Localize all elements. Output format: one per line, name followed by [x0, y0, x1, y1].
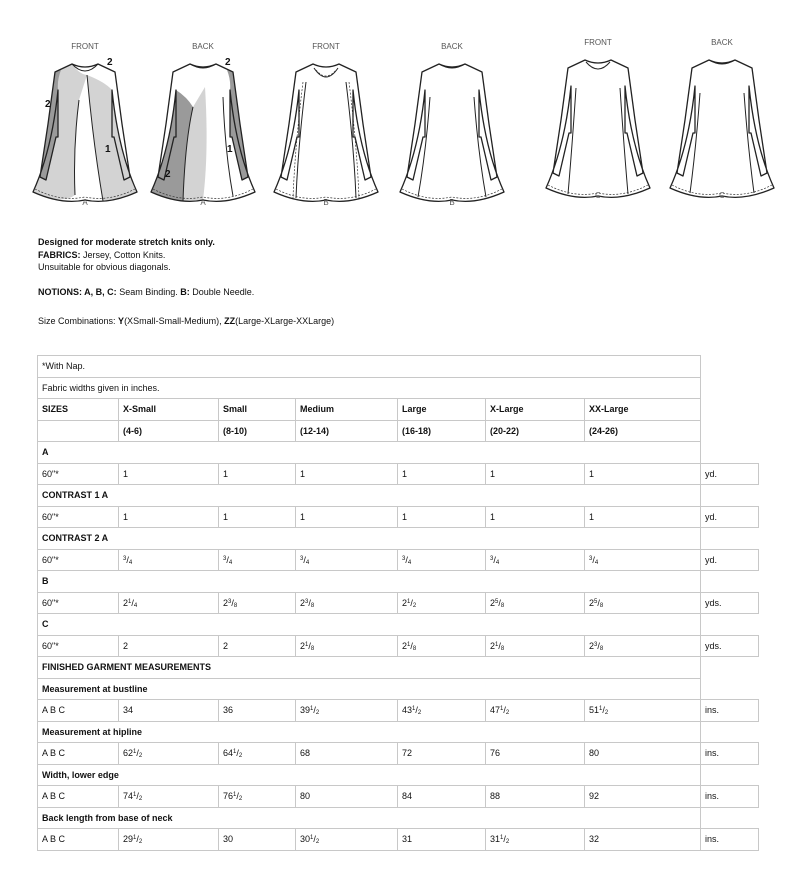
fraction-denominator: 8: [310, 602, 315, 609]
value-cell: [585, 549, 701, 571]
fraction-numerator: 1: [233, 792, 237, 799]
value-whole: 72: [402, 748, 413, 759]
fraction-denominator: 2: [505, 839, 510, 846]
value-whole: 64: [223, 748, 234, 759]
section-title: CONTRAST 1 A: [38, 485, 701, 507]
section-title-row: [38, 528, 759, 550]
unit-cell: ins.: [701, 700, 759, 722]
measurement-title: Measurement at bustline: [38, 678, 701, 700]
notions-value: Seam Binding.: [119, 287, 178, 297]
unit-cell: ins.: [701, 829, 759, 851]
value-whole: 76: [490, 748, 501, 759]
fraction-slash: /: [498, 597, 501, 608]
value-cell: [119, 549, 219, 571]
fraction-numerator: 3: [228, 598, 232, 605]
fraction-denominator: 8: [599, 645, 604, 652]
fraction-slash: /: [503, 834, 506, 845]
value-cell: [398, 549, 486, 571]
value-cell: [486, 635, 585, 657]
table-row: [38, 743, 759, 765]
fraction-slash: /: [136, 748, 139, 759]
value-whole: 39: [300, 705, 311, 716]
fraction-numerator: 1: [407, 641, 411, 648]
row-label: A B C: [38, 786, 119, 808]
value-whole: 1: [300, 511, 306, 522]
value-whole: 80: [589, 748, 600, 759]
fraction-numerator: 1: [500, 706, 504, 713]
value-cell: [585, 592, 701, 614]
value-cell: [398, 786, 486, 808]
value-whole: 62: [123, 748, 134, 759]
piece-number-1: 1: [227, 144, 233, 155]
row-label: 60"*: [38, 592, 119, 614]
view-letter: C: [595, 191, 601, 200]
value-cell: [398, 829, 486, 851]
piece-number-1: 1: [105, 144, 111, 155]
view-label: FRONT: [71, 42, 99, 51]
piece-number-2: 2: [45, 99, 51, 110]
value-whole: 2: [123, 597, 129, 608]
value-cell: [585, 700, 701, 722]
value-whole: 1: [123, 511, 129, 522]
section-title-row: [38, 657, 759, 679]
value-whole: 1: [123, 468, 129, 479]
fraction-numerator: 3: [123, 555, 127, 562]
value-whole: 2: [223, 640, 229, 651]
value-whole: 2: [223, 597, 229, 608]
size-range: (4-6): [119, 420, 219, 442]
fraction-denominator: 2: [417, 710, 422, 717]
size-name: X-Large: [486, 399, 585, 421]
size-range: (12-14): [296, 420, 398, 442]
value-cell: [486, 743, 585, 765]
fraction-denominator: 8: [310, 645, 315, 652]
section-title-row: [38, 678, 759, 700]
fraction-denominator: 8: [412, 645, 417, 652]
row-label: A B C: [38, 743, 119, 765]
fraction-denominator: 4: [407, 559, 412, 566]
fraction-numerator: 1: [500, 835, 504, 842]
value-cell: [296, 592, 398, 614]
fraction-denominator: 4: [133, 602, 138, 609]
value-whole: 2: [589, 597, 595, 608]
table-row: [38, 592, 759, 614]
fraction-numerator: 1: [305, 641, 309, 648]
nap-note: *With Nap.: [38, 356, 701, 378]
widths-note: Fabric widths given in inches.: [38, 377, 701, 399]
value-whole: 1: [402, 511, 408, 522]
fraction-slash: /: [131, 597, 134, 608]
fraction-slash: /: [592, 554, 595, 565]
fraction-denominator: 4: [128, 559, 133, 566]
piece-number-2: 2: [107, 57, 113, 68]
value-cell: [219, 743, 296, 765]
value-whole: 1: [223, 511, 229, 522]
view-letter: B: [323, 198, 329, 207]
value-cell: [585, 463, 701, 485]
size-name: X-Small: [119, 399, 219, 421]
value-whole: 88: [490, 791, 501, 802]
fraction-numerator: 3: [300, 555, 304, 562]
section-title-row: [38, 614, 759, 636]
pattern-description: [38, 236, 334, 327]
value-cell: [296, 743, 398, 765]
fraction-slash: /: [226, 554, 229, 565]
table-row: [38, 786, 759, 808]
fraction-numerator: 1: [133, 792, 137, 799]
value-whole: 2: [300, 640, 306, 651]
value-whole: 84: [402, 791, 413, 802]
fraction-slash: /: [231, 597, 234, 608]
value-cell: [119, 635, 219, 657]
fraction-slash: /: [503, 705, 506, 716]
value-cell: [398, 506, 486, 528]
size-name: Large: [398, 399, 486, 421]
section-title-row: [38, 764, 759, 786]
size-range: (16-18): [398, 420, 486, 442]
fraction-denominator: 2: [315, 710, 320, 717]
size-range: (24-26): [585, 420, 701, 442]
view-label: FRONT: [584, 38, 612, 47]
fraction-numerator: 5: [594, 598, 598, 605]
value-cell: [119, 700, 219, 722]
table-row: [38, 549, 759, 571]
section-title-row: [38, 807, 759, 829]
fabrics-label: FABRICS:: [38, 249, 81, 260]
value-whole: 2: [490, 640, 496, 651]
value-whole: 47: [490, 705, 501, 716]
value-cell: [585, 743, 701, 765]
view-a-back: [151, 57, 255, 201]
value-cell: [219, 506, 296, 528]
unit-cell: ins.: [701, 786, 759, 808]
unit-cell: yds.: [701, 592, 759, 614]
sizes-label: SIZES: [38, 399, 119, 421]
fraction-numerator: 3: [490, 555, 494, 562]
view-label: BACK: [711, 38, 733, 47]
table-row: [38, 377, 759, 399]
value-whole: 31: [490, 834, 501, 845]
view-letter: A: [82, 198, 88, 207]
section-title-row: [38, 721, 759, 743]
value-cell: [219, 700, 296, 722]
unit-cell: yd.: [701, 506, 759, 528]
value-cell: [486, 829, 585, 851]
value-cell: [296, 786, 398, 808]
fraction-slash: /: [410, 597, 413, 608]
fraction-denominator: 2: [315, 839, 320, 846]
piece-number-2: 2: [225, 57, 231, 68]
value-cell: [219, 463, 296, 485]
value-whole: 34: [123, 705, 134, 716]
fraction-denominator: 2: [505, 710, 510, 717]
value-cell: [398, 463, 486, 485]
value-cell: [398, 700, 486, 722]
fraction-denominator: 4: [228, 559, 233, 566]
value-cell: [585, 786, 701, 808]
size-name: Medium: [296, 399, 398, 421]
view-label: FRONT: [312, 42, 340, 51]
fraction-denominator: 8: [233, 602, 238, 609]
value-cell: [486, 506, 585, 528]
row-label: 60"*: [38, 463, 119, 485]
value-whole: 1: [589, 511, 595, 522]
value-whole: 2: [123, 640, 129, 651]
stretch-note: Designed for moderate stretch knits only.: [38, 237, 215, 247]
fraction-slash: /: [236, 748, 239, 759]
section-title: B: [38, 571, 701, 593]
value-whole: 29: [123, 834, 134, 845]
fraction-slash: /: [410, 640, 413, 651]
row-label: A B C: [38, 829, 119, 851]
value-whole: 1: [300, 468, 306, 479]
combo-zz-sizes: (Large-XLarge-XXLarge): [235, 315, 335, 326]
view-c-front: [546, 60, 650, 197]
fraction-slash: /: [313, 705, 316, 716]
value-whole: 30: [300, 834, 311, 845]
value-cell: [585, 506, 701, 528]
value-whole: 2: [402, 597, 408, 608]
fraction-denominator: 8: [500, 602, 505, 609]
fraction-slash: /: [303, 554, 306, 565]
table-row: [38, 506, 759, 528]
size-name: XX-Large: [585, 399, 701, 421]
combo-y-code: Y: [118, 315, 125, 326]
view-b-back: [400, 64, 504, 201]
fraction-denominator: 2: [138, 839, 143, 846]
value-cell: [398, 592, 486, 614]
size-range: (20-22): [486, 420, 585, 442]
value-cell: [119, 506, 219, 528]
combo-zz-code: ZZ: [224, 315, 236, 326]
notions-b-label: B:: [180, 287, 190, 297]
view-label: BACK: [192, 42, 214, 51]
value-cell: [585, 829, 701, 851]
measurement-title: Back length from base of neck: [38, 807, 701, 829]
fraction-numerator: 1: [133, 835, 137, 842]
value-cell: [486, 549, 585, 571]
value-whole: 92: [589, 791, 600, 802]
value-cell: [296, 635, 398, 657]
fraction-slash: /: [308, 597, 311, 608]
fraction-numerator: 3: [305, 598, 309, 605]
value-whole: 32: [589, 834, 600, 845]
combo-y-sizes: (XSmall-Small-Medium),: [124, 315, 225, 326]
fraction-denominator: 4: [305, 559, 310, 566]
fraction-numerator: 1: [133, 749, 137, 756]
value-cell: [486, 786, 585, 808]
fraction-numerator: 1: [407, 598, 411, 605]
value-cell: [119, 592, 219, 614]
view-letter: A: [200, 198, 206, 207]
section-title-row: [38, 485, 759, 507]
row-label: 60"*: [38, 549, 119, 571]
value-whole: 1: [589, 468, 595, 479]
piece-number-2: 2: [165, 169, 171, 180]
view-letter: B: [449, 198, 455, 207]
value-cell: [219, 549, 296, 571]
view-b-front: [274, 64, 378, 201]
view-a-front: [33, 57, 137, 201]
fraction-denominator: 4: [594, 559, 599, 566]
fraction-denominator: 2: [138, 753, 143, 760]
notions-label: NOTIONS: A, B, C:: [38, 287, 117, 297]
fraction-numerator: 3: [402, 555, 406, 562]
notions-line: [38, 286, 334, 299]
fraction-slash: /: [236, 791, 239, 802]
section-title-row: [38, 571, 759, 593]
value-whole: 1: [402, 468, 408, 479]
table-row: [38, 356, 759, 378]
value-cell: [296, 700, 398, 722]
value-cell: [119, 829, 219, 851]
table-row: [38, 700, 759, 722]
value-whole: 80: [300, 791, 311, 802]
value-whole: 76: [223, 791, 234, 802]
unit-cell: yd.: [701, 463, 759, 485]
value-cell: [296, 829, 398, 851]
fraction-slash: /: [602, 705, 605, 716]
notions-b-value: Double Needle.: [192, 287, 255, 297]
value-whole: 2: [300, 597, 306, 608]
fraction-slash: /: [136, 791, 139, 802]
value-cell: [119, 786, 219, 808]
view-label: BACK: [441, 42, 463, 51]
fraction-numerator: 1: [310, 835, 314, 842]
size-range: (8-10): [219, 420, 296, 442]
size-ranges-row: [38, 420, 759, 442]
value-cell: [219, 786, 296, 808]
unit-cell: ins.: [701, 743, 759, 765]
fraction-numerator: 1: [495, 641, 499, 648]
value-cell: [296, 549, 398, 571]
value-whole: 74: [123, 791, 134, 802]
fraction-slash: /: [313, 834, 316, 845]
fraction-denominator: 2: [412, 602, 417, 609]
table-row: [38, 829, 759, 851]
fraction-slash: /: [493, 554, 496, 565]
value-whole: 2: [402, 640, 408, 651]
value-whole: 1: [490, 511, 496, 522]
value-cell: [486, 700, 585, 722]
fraction-numerator: 1: [233, 749, 237, 756]
fraction-slash: /: [597, 597, 600, 608]
value-cell: [296, 506, 398, 528]
value-cell: [219, 829, 296, 851]
fraction-denominator: 4: [495, 559, 500, 566]
size-combinations: [38, 315, 334, 328]
fraction-denominator: 2: [138, 796, 143, 803]
fraction-numerator: 1: [599, 706, 603, 713]
fraction-numerator: 5: [495, 598, 499, 605]
value-cell: [119, 463, 219, 485]
unit-cell: yds.: [701, 635, 759, 657]
value-cell: [398, 743, 486, 765]
unit-cell: yd.: [701, 549, 759, 571]
view-letter: C: [719, 191, 725, 200]
combos-prefix: Size Combinations:: [38, 315, 119, 326]
fraction-numerator: 1: [310, 706, 314, 713]
fraction-slash: /: [405, 554, 408, 565]
garment-views-illustration: [0, 0, 794, 215]
fabrics-value: Jersey, Cotton Knits.: [83, 249, 166, 260]
section-title: CONTRAST 2 A: [38, 528, 701, 550]
value-cell: [119, 743, 219, 765]
fraction-slash: /: [136, 834, 139, 845]
value-cell: [398, 635, 486, 657]
fraction-denominator: 2: [604, 710, 609, 717]
value-cell: [296, 463, 398, 485]
view-c-back: [670, 60, 774, 197]
yardage-table: [37, 355, 759, 851]
row-label: A B C: [38, 700, 119, 722]
value-whole: 36: [223, 705, 234, 716]
measurement-title: Measurement at hipline: [38, 721, 701, 743]
fraction-numerator: 1: [128, 598, 132, 605]
fraction-slash: /: [415, 705, 418, 716]
value-whole: 30: [223, 834, 234, 845]
value-whole: 1: [223, 468, 229, 479]
size-name: Small: [219, 399, 296, 421]
diagonals-note: Unsuitable for obvious diagonals.: [38, 262, 171, 272]
value-cell: [585, 635, 701, 657]
fraction-slash: /: [308, 640, 311, 651]
fraction-slash: /: [498, 640, 501, 651]
finished-measurements-heading: FINISHED GARMENT MEASUREMENTS: [38, 657, 701, 679]
row-label: 60"*: [38, 635, 119, 657]
value-cell: [486, 592, 585, 614]
fraction-numerator: 3: [594, 641, 598, 648]
fraction-numerator: 3: [223, 555, 227, 562]
fraction-denominator: 8: [599, 602, 604, 609]
fabrics-line: [38, 249, 334, 262]
section-title-row: [38, 442, 759, 464]
value-cell: [219, 592, 296, 614]
fraction-numerator: 3: [589, 555, 593, 562]
value-cell: [219, 635, 296, 657]
fraction-slash: /: [126, 554, 129, 565]
value-whole: 2: [589, 640, 595, 651]
row-label: 60"*: [38, 506, 119, 528]
fraction-slash: /: [597, 640, 600, 651]
fraction-denominator: 2: [238, 753, 243, 760]
fraction-numerator: 1: [412, 706, 416, 713]
value-whole: 43: [402, 705, 413, 716]
fraction-denominator: 8: [500, 645, 505, 652]
value-whole: 31: [402, 834, 413, 845]
value-whole: 68: [300, 748, 311, 759]
fraction-denominator: 2: [238, 796, 243, 803]
value-whole: 51: [589, 705, 600, 716]
section-title: A: [38, 442, 701, 464]
value-whole: 2: [490, 597, 496, 608]
table-row: [38, 463, 759, 485]
section-title: C: [38, 614, 701, 636]
table-row: [38, 635, 759, 657]
value-whole: 1: [490, 468, 496, 479]
sizes-header-row: [38, 399, 759, 421]
measurement-title: Width, lower edge: [38, 764, 701, 786]
value-cell: [486, 463, 585, 485]
